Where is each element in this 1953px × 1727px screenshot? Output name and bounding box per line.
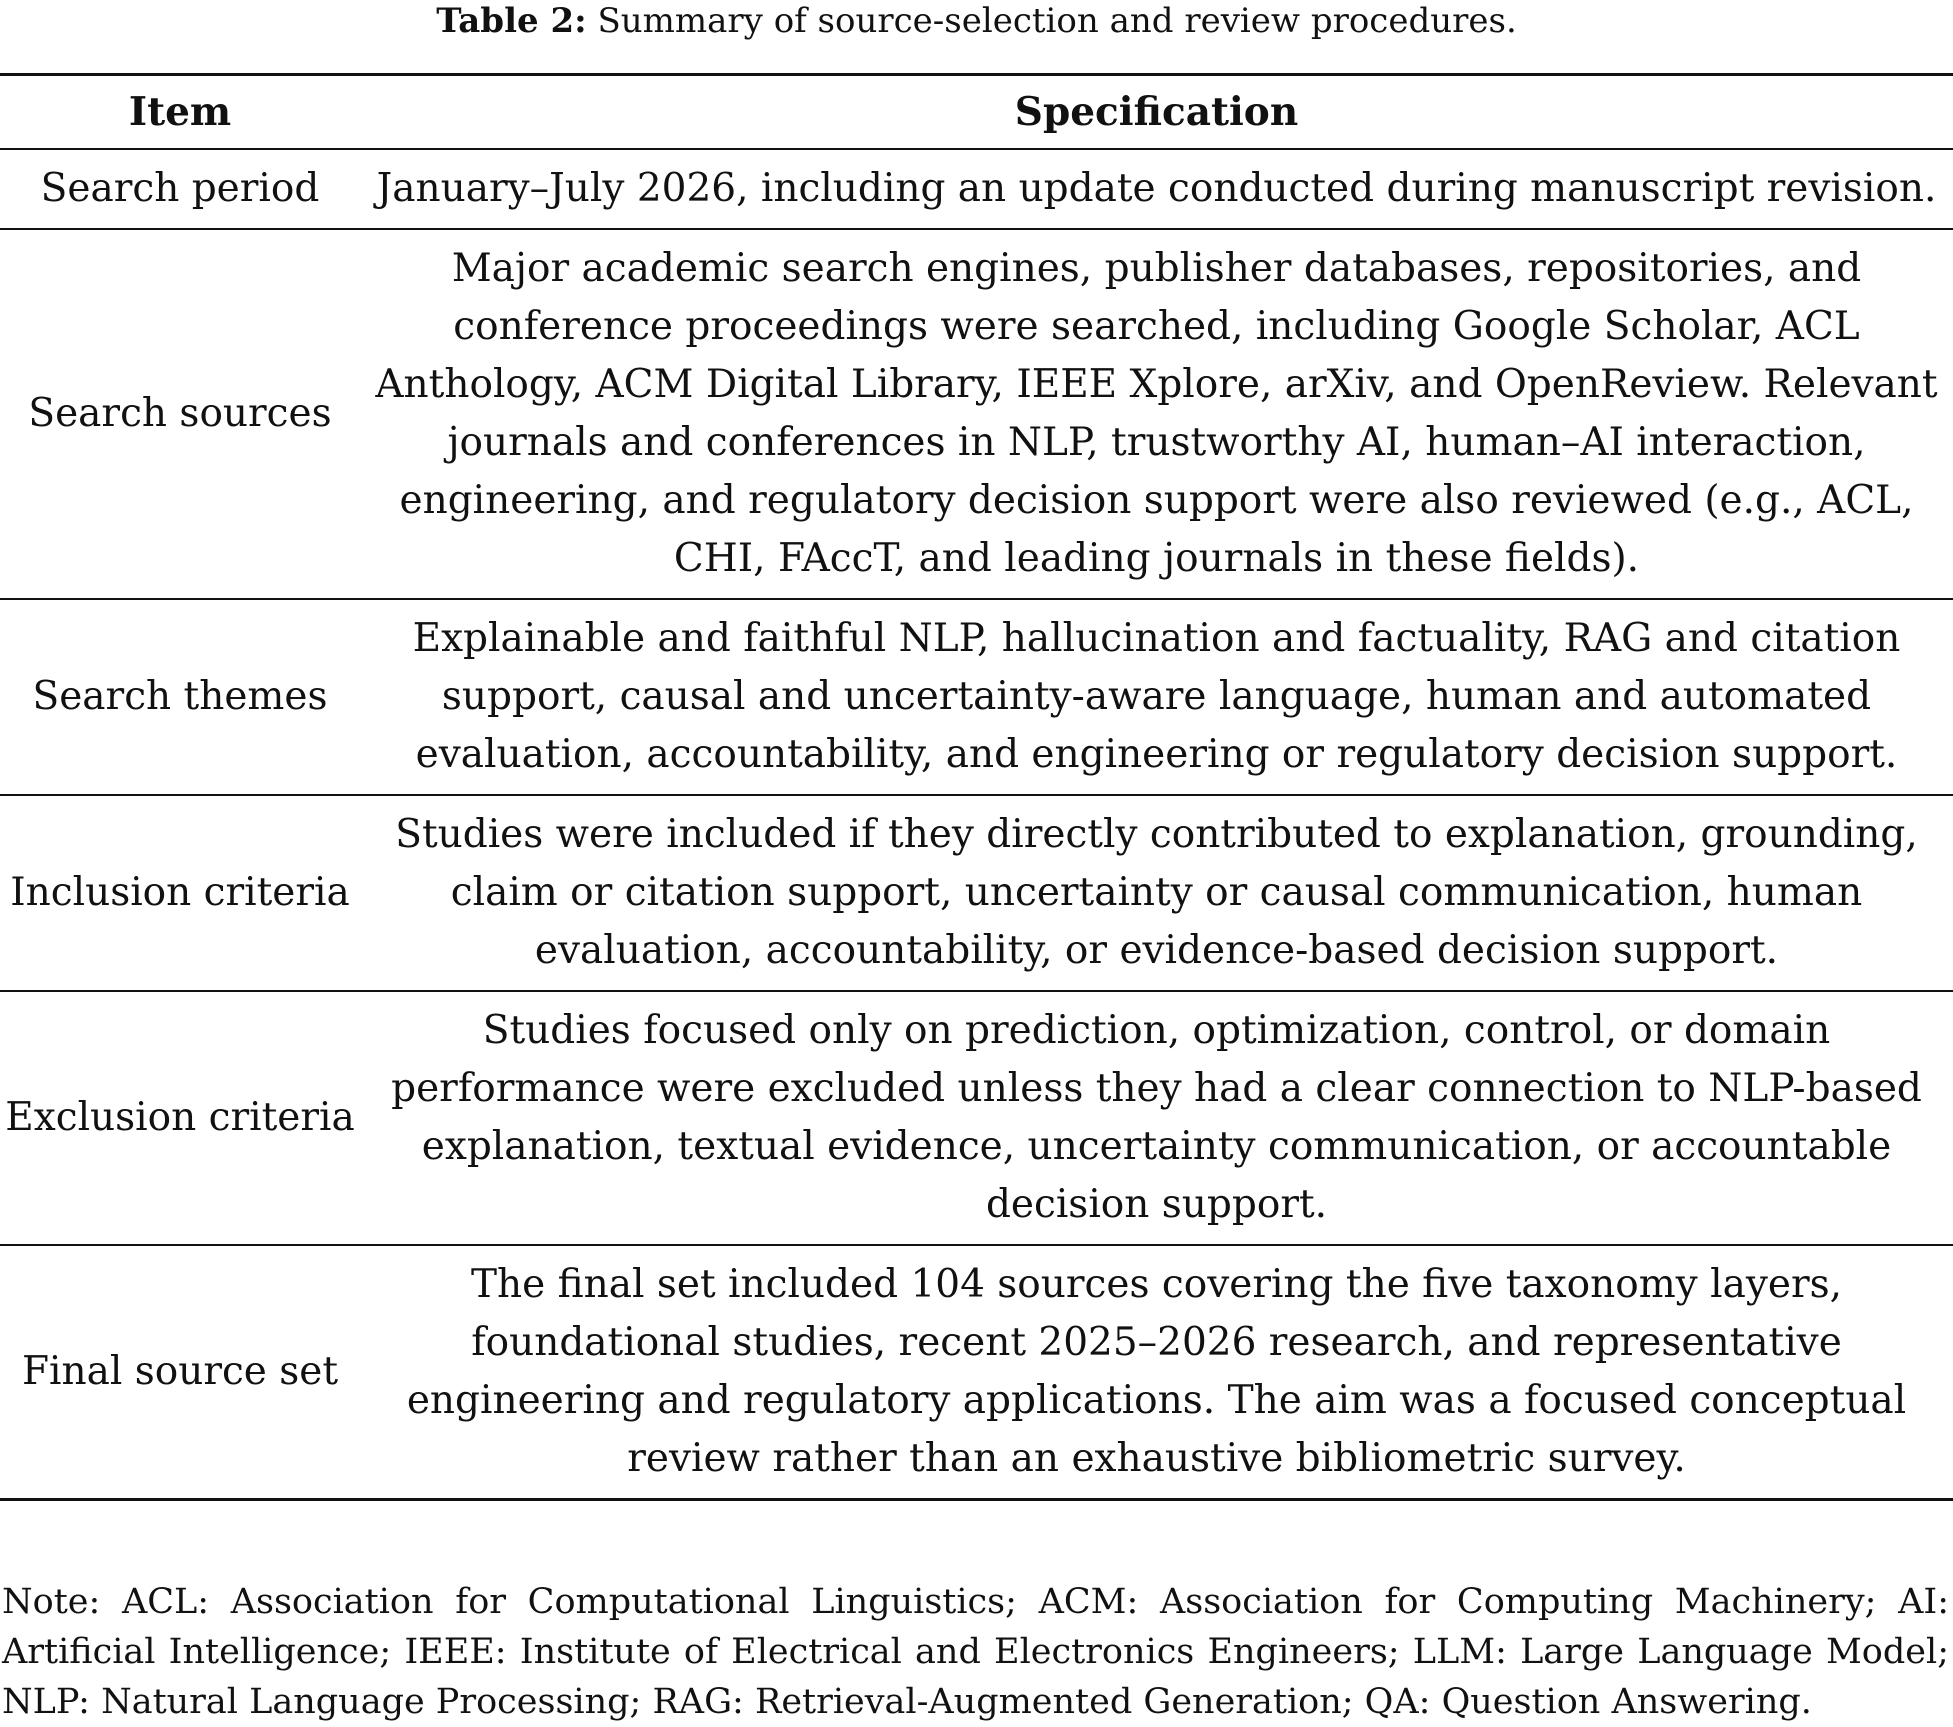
table-header-row	[0, 75, 1953, 150]
row-item: Search sources	[0, 229, 360, 599]
table-row-search-themes	[0, 599, 1953, 795]
row-specification: January–July 2026, including an update conducted during manuscript revision.	[360, 149, 1953, 229]
row-specification: Studies were included if they directly contributed to explanation, grounding, claim or citation support, uncertainty or causal communication, human evaluation, accountability, or evidence-based decision support.	[360, 795, 1953, 991]
row-item: Search themes	[0, 599, 360, 795]
row-item: Inclusion criteria	[0, 795, 360, 991]
table-row-search-period	[0, 149, 1953, 229]
table-row-exclusion-criteria	[0, 991, 1953, 1245]
row-specification: Major academic search engines, publisher databases, repositories, and conference proceedings were searched, including Google Scholar, ACL Anthology, ACM Digital Library, IEEE Xplore, arXiv, and OpenReview. Relevant journals and conferences in NLP, trustworthy AI, human–AI interaction, engineering, and regulatory decision support were also reviewed (e.g., ACL, CHI, FAccT, and leading journals in these fields).	[360, 229, 1953, 599]
table-note: Note: ACL: Association for Computational Linguistics; ACM: Association for Computing Machinery; AI: Artificial Intelligence; IEEE: Institute of Electrical and Electronics Engineers; LLM: Large Language Model; NLP: Natural Language Processing; RAG: Retrieval-Augmented Generation; QA: Question Answering.	[2, 1582, 1949, 1722]
table-caption-label: Table 2:	[436, 1, 587, 41]
header-item: Item	[0, 75, 360, 150]
row-specification: Studies focused only on prediction, optimization, control, or domain performance were excluded unless they had a clear connection to NLP-based explanation, textual evidence, uncertainty communication, or accountable decision support.	[360, 991, 1953, 1245]
row-specification: The final set included 104 sources covering the five taxonomy layers, foundational studies, recent 2025–2026 research, and representative engineering and regulatory applications. The aim was a focused conceptual review rather than an exhaustive bibliometric survey.	[360, 1245, 1953, 1500]
table-row-inclusion-criteria	[0, 795, 1953, 991]
table-row-search-sources	[0, 229, 1953, 599]
header-specification: Specification	[360, 75, 1953, 150]
table-caption	[0, 0, 1953, 42]
row-item: Exclusion criteria	[0, 991, 360, 1245]
row-specification: Explainable and faithful NLP, hallucination and factuality, RAG and citation support, causal and uncertainty-aware language, human and automated evaluation, accountability, and engineering or regulatory decision support.	[360, 599, 1953, 795]
row-item: Final source set	[0, 1245, 360, 1500]
table-row-final-source-set	[0, 1245, 1953, 1500]
row-item: Search period	[0, 149, 360, 229]
table-caption-text: Summary of source-selection and review procedures.	[597, 1, 1517, 41]
summary-table	[0, 73, 1953, 1501]
